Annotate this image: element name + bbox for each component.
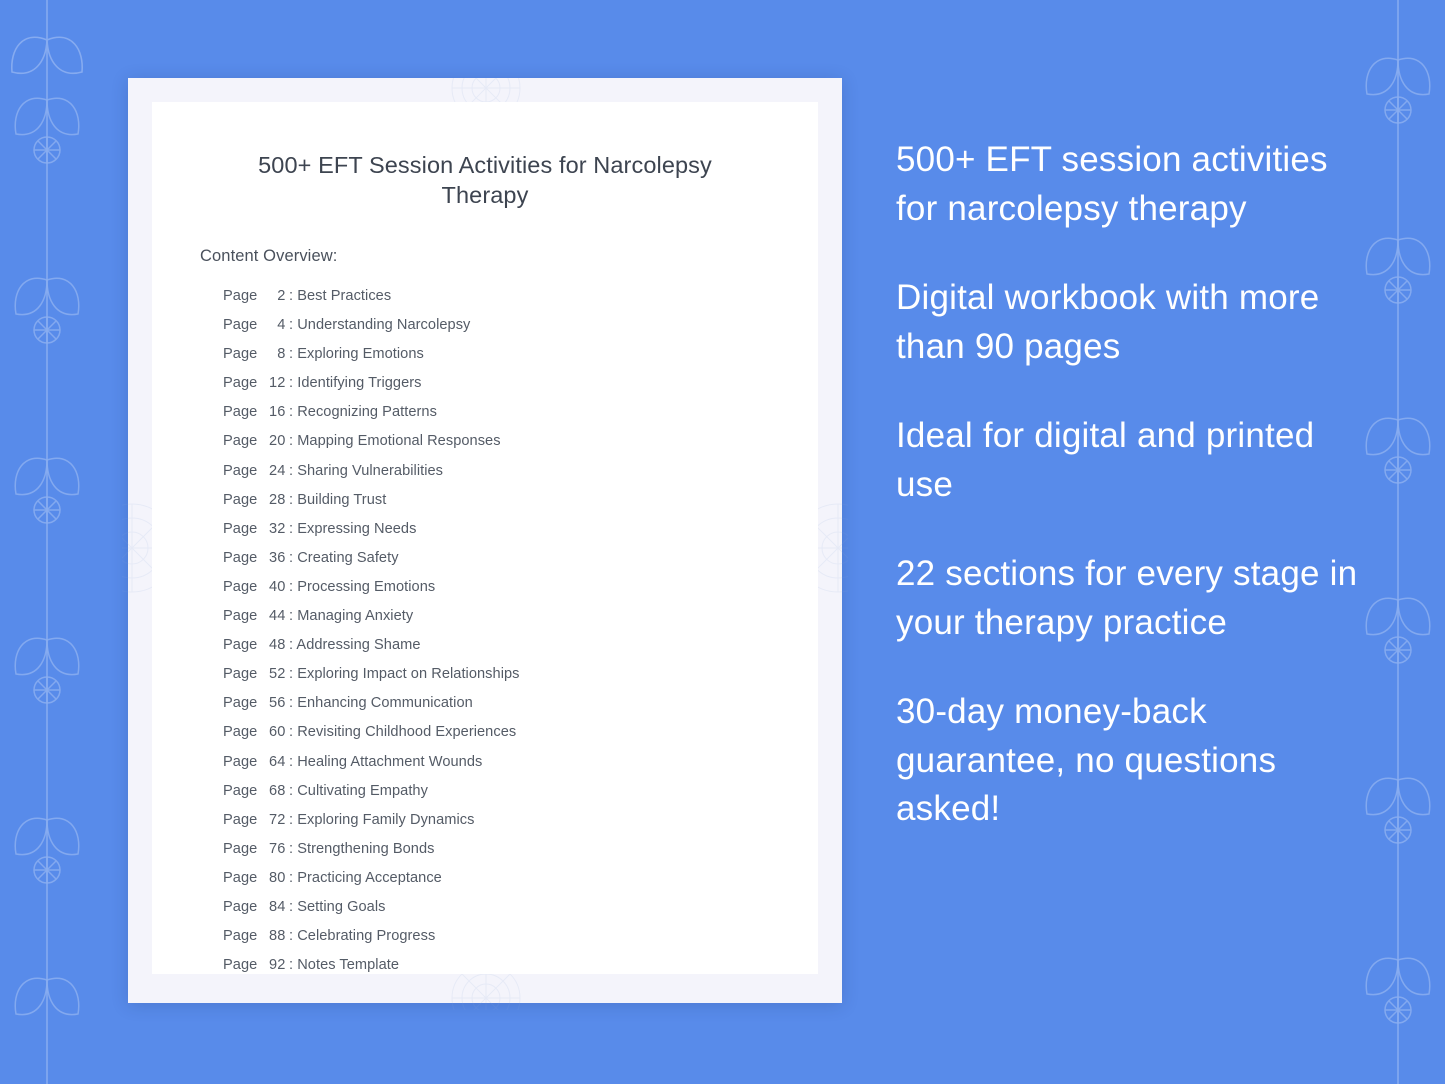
toc-page-number: Page 2 xyxy=(223,282,287,311)
toc-row xyxy=(223,748,770,777)
toc-entry-label: : Exploring Emotions xyxy=(289,346,424,363)
toc-entry-label: : Strengthening Bonds xyxy=(289,840,435,857)
toc-row xyxy=(223,573,770,602)
toc-entry-label: : Sharing Vulnerabilities xyxy=(289,462,444,479)
floral-border-left xyxy=(0,0,102,1084)
toc-page-value: 44 xyxy=(269,608,286,625)
toc-entry-label: : Identifying Triggers xyxy=(289,375,422,392)
toc-page-number: Page 36 xyxy=(223,544,287,573)
toc-page-number: Page 28 xyxy=(223,486,287,515)
toc-row xyxy=(223,922,770,951)
marketing-bullet: 22 sections for every stage in your therapy practice xyxy=(896,554,1358,642)
toc-page-value: 12 xyxy=(269,375,286,392)
toc-row xyxy=(223,311,770,340)
toc-page-value: 32 xyxy=(269,520,286,537)
toc-page-value: 92 xyxy=(269,957,286,974)
toc-entry-label: : Recognizing Patterns xyxy=(289,404,437,421)
toc-entry-label: : Cultivating Empathy xyxy=(289,782,428,799)
toc-row xyxy=(223,602,770,631)
toc-entry-label: : Healing Attachment Wounds xyxy=(289,753,483,770)
marketing-bullet: 30-day money-back guarantee, no questions asked! xyxy=(896,692,1277,828)
toc-entry-label: : Exploring Family Dynamics xyxy=(289,811,475,828)
marketing-bullets xyxy=(896,136,1366,834)
document-page xyxy=(152,102,818,974)
toc-entry-label: : Managing Anxiety xyxy=(289,608,414,625)
toc-row xyxy=(223,806,770,835)
toc-row xyxy=(223,660,770,689)
marketing-bullet: Ideal for digital and printed use xyxy=(896,416,1315,504)
toc-entry-label: : Notes Template xyxy=(289,957,400,974)
toc-page-value: 88 xyxy=(269,928,286,945)
toc-entry-label: : Celebrating Progress xyxy=(289,928,436,945)
toc-row xyxy=(223,544,770,573)
toc-page-value: 24 xyxy=(269,462,286,479)
toc-row xyxy=(223,398,770,427)
toc-row xyxy=(223,486,770,515)
toc-entry-label: : Understanding Narcolepsy xyxy=(289,317,471,334)
toc-row xyxy=(223,427,770,456)
toc-page-number: Page 88 xyxy=(223,922,287,951)
toc-page-number: Page 40 xyxy=(223,573,287,602)
marketing-bullet: 500+ EFT session activities for narcolepsy therapy xyxy=(896,140,1328,228)
toc-page-number: Page 12 xyxy=(223,369,287,398)
toc-entry-label: : Addressing Shame xyxy=(289,637,421,654)
toc-row xyxy=(223,515,770,544)
toc-entry-label: : Best Practices xyxy=(289,288,392,304)
toc-page-number: Page 92 xyxy=(223,951,287,980)
toc-page-value: 48 xyxy=(269,637,286,654)
toc-row xyxy=(223,777,770,806)
toc-entry-label: : Processing Emotions xyxy=(289,578,436,595)
toc-page-number: Page 4 xyxy=(223,311,287,340)
marketing-bullet: Digital workbook with more than 90 pages xyxy=(896,278,1320,366)
toc-entry-label: : Building Trust xyxy=(289,491,387,508)
toc-page-number: Page 32 xyxy=(223,515,287,544)
toc-page-value: 56 xyxy=(269,695,286,712)
toc-row xyxy=(223,340,770,369)
toc-entry-label: : Expressing Needs xyxy=(289,520,417,537)
toc-row xyxy=(223,864,770,893)
toc-row xyxy=(223,457,770,486)
toc-page-value: 68 xyxy=(269,782,286,799)
toc-row xyxy=(223,718,770,747)
toc-row xyxy=(223,893,770,922)
toc-page-value: 2 xyxy=(277,288,286,304)
toc-entry-label: : Creating Safety xyxy=(289,549,399,566)
toc-page-value: 4 xyxy=(277,317,286,334)
content-overview-label: Content Overview: xyxy=(200,247,338,265)
toc-page-number: Page 80 xyxy=(223,864,287,893)
toc-row xyxy=(223,951,770,980)
toc-entry-label: : Revisiting Childhood Experiences xyxy=(289,724,517,741)
toc-page-number: Page 44 xyxy=(223,602,287,631)
toc-entry-label: : Enhancing Communication xyxy=(289,695,473,712)
toc-page-value: 72 xyxy=(269,811,286,828)
toc-page-number: Page 64 xyxy=(223,748,287,777)
toc-page-value: 52 xyxy=(269,666,286,683)
toc-page-number: Page 56 xyxy=(223,689,287,718)
toc-page-value: 16 xyxy=(269,404,286,421)
toc-page-value: 76 xyxy=(269,840,286,857)
toc-row xyxy=(223,835,770,864)
toc-page-value: 8 xyxy=(277,346,286,363)
toc-page-number: Page 20 xyxy=(223,427,287,456)
toc-page-number: Page 76 xyxy=(223,835,287,864)
toc-page-value: 20 xyxy=(269,433,286,450)
toc-page-value: 40 xyxy=(269,578,286,595)
toc-page-value: 36 xyxy=(269,549,286,566)
toc-page-number: Page 60 xyxy=(223,718,287,747)
page-title: 500+ EFT Session Activities for Narcolepsy Therapy xyxy=(258,152,712,208)
toc-page-number: Page 84 xyxy=(223,893,287,922)
toc-row xyxy=(223,282,770,311)
toc-page-number: Page 8 xyxy=(223,340,287,369)
toc-entry-label: : Mapping Emotional Responses xyxy=(289,433,501,450)
toc-row xyxy=(223,369,770,398)
toc-page-number: Page 68 xyxy=(223,777,287,806)
toc-page-value: 60 xyxy=(269,724,286,741)
toc-page-number: Page 24 xyxy=(223,457,287,486)
toc-row xyxy=(223,689,770,718)
toc-entry-label: : Exploring Impact on Relationships xyxy=(289,666,520,683)
toc-page-number: Page 52 xyxy=(223,660,287,689)
toc-page-value: 80 xyxy=(269,869,286,886)
toc-page-value: 64 xyxy=(269,753,286,770)
toc-row xyxy=(223,631,770,660)
toc-page-number: Page 72 xyxy=(223,806,287,835)
toc-page-value: 28 xyxy=(269,491,286,508)
toc-page-number: Page 16 xyxy=(223,398,287,427)
table-of-contents xyxy=(200,282,770,980)
toc-entry-label: : Setting Goals xyxy=(289,898,386,915)
toc-page-value: 84 xyxy=(269,898,286,915)
toc-entry-label: : Practicing Acceptance xyxy=(289,869,442,886)
toc-page-number: Page 48 xyxy=(223,631,287,660)
